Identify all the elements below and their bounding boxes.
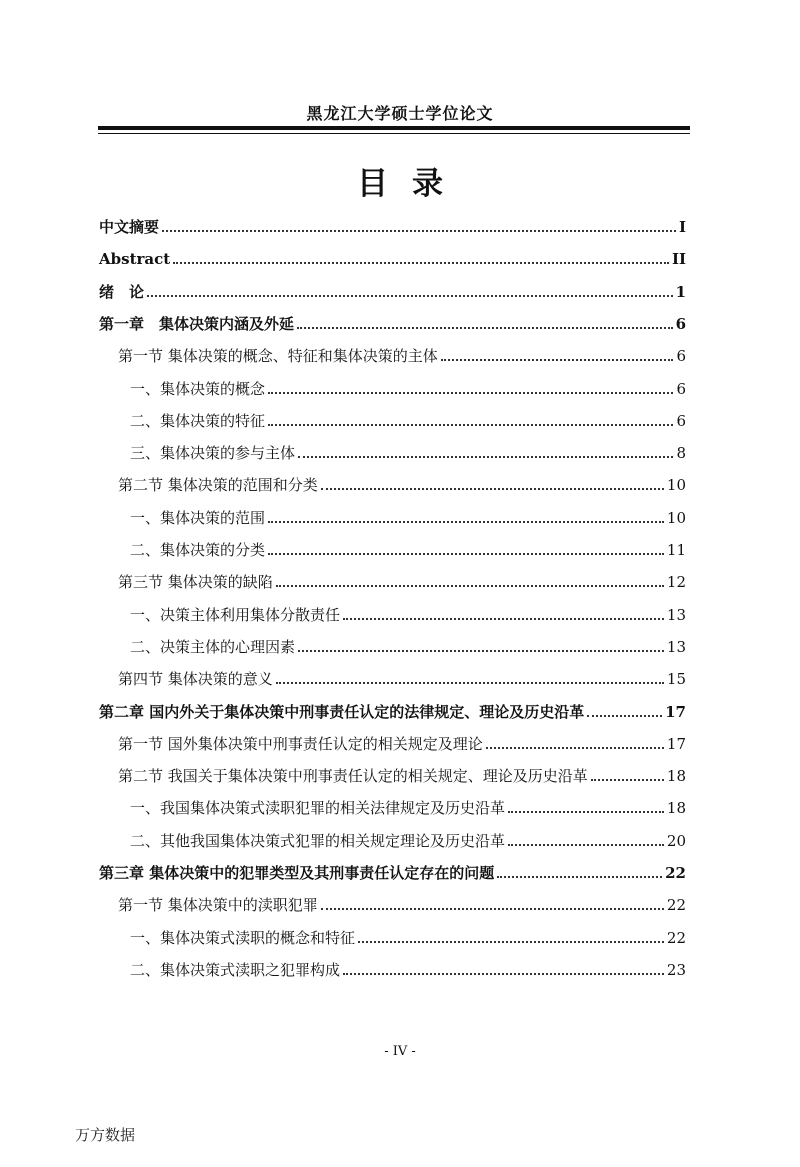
toc-dot-leader <box>321 488 664 490</box>
toc-entry[interactable] <box>130 407 686 431</box>
toc-entry-label: 第一章 集体决策内涵及外延 <box>99 314 295 333</box>
toc-entry-page: 20 <box>666 831 686 850</box>
toc-entry-label: 绪 论 <box>99 282 145 301</box>
toc-dot-leader <box>591 779 664 781</box>
toc-dot-leader <box>587 715 662 717</box>
toc-entry[interactable] <box>99 245 686 269</box>
toc-entry-label: 一、决策主体利用集体分散责任 <box>130 605 341 624</box>
header-rule-thin <box>98 133 690 134</box>
toc-entry[interactable] <box>99 859 686 883</box>
toc-entry-label: 第二章 国内外关于集体决策中刑事责任认定的法律规定、理论及历史沿革 <box>99 702 585 721</box>
toc-dot-leader <box>497 876 662 878</box>
toc-dot-leader <box>276 682 664 684</box>
toc-dot-leader <box>268 521 664 523</box>
toc-entry-label: 二、集体决策的特征 <box>130 411 266 430</box>
toc-entry[interactable] <box>99 213 686 237</box>
header-rule-thick <box>98 126 690 130</box>
toc-dot-leader <box>173 262 669 264</box>
toc-entry-page: 10 <box>666 476 686 495</box>
watermark: 万方数据 <box>75 1126 136 1144</box>
toc-entry-label: 一、集体决策的范围 <box>130 508 266 527</box>
toc-entry-page: 18 <box>666 767 686 786</box>
toc-entry-page: 6 <box>676 379 686 398</box>
toc-dot-leader <box>268 392 673 394</box>
toc-entry-label: 二、其他我国集体决策式犯罪的相关规定理论及历史沿革 <box>130 831 506 850</box>
toc-dot-leader <box>343 618 664 620</box>
toc-entry-page: 13 <box>666 637 686 656</box>
toc-entry-page: 1 <box>675 282 686 301</box>
toc-entry-label: 一、我国集体决策式渎职犯罪的相关法律规定及历史沿革 <box>130 799 506 818</box>
toc-entry[interactable] <box>99 310 686 334</box>
toc-entry[interactable] <box>130 375 686 399</box>
toc-entry-page: 17 <box>666 734 686 753</box>
toc-entry[interactable] <box>118 891 686 915</box>
toc-entry-label: 第三节 集体决策的缺陷 <box>118 573 273 592</box>
toc-entry-label: 第三章 集体决策中的犯罪类型及其刑事责任认定存在的问题 <box>99 864 495 882</box>
toc-entry-page: 22 <box>666 896 686 915</box>
toc-dot-leader <box>441 359 674 361</box>
toc-entry[interactable] <box>118 568 686 592</box>
toc-entry-page: 11 <box>666 541 686 559</box>
toc-entry[interactable] <box>130 504 686 528</box>
toc-dot-leader <box>321 908 664 910</box>
toc-dot-leader <box>147 295 673 297</box>
toc-entry[interactable] <box>99 278 686 302</box>
toc-entry[interactable] <box>99 698 686 722</box>
toc-entry-label: 一、集体决策式渎职的概念和特征 <box>130 928 356 947</box>
toc-entry[interactable] <box>130 633 686 657</box>
toc-entry[interactable] <box>130 924 686 948</box>
toc-entry-label: 第一节 集体决策中的渎职犯罪 <box>118 896 318 915</box>
toc-dot-leader <box>508 844 664 846</box>
toc-entry[interactable] <box>130 794 686 818</box>
toc-entry-page: 22 <box>666 928 686 947</box>
toc-entry-page: II <box>671 250 686 269</box>
toc-dot-leader <box>508 811 664 813</box>
toc-entry-page: 6 <box>675 314 686 333</box>
toc-entry-label: 第二节 集体决策的范围和分类 <box>118 476 318 495</box>
toc-entry-page: 23 <box>666 960 686 979</box>
toc-dot-leader <box>486 747 664 749</box>
toc-entry-label: 二、决策主体的心理因素 <box>130 637 296 656</box>
toc-entry[interactable] <box>130 601 686 625</box>
toc-entry[interactable] <box>118 342 686 366</box>
toc-entry-label: 第一节 集体决策的概念、特征和集体决策的主体 <box>118 347 438 366</box>
toc-dot-leader <box>276 585 664 587</box>
toc-entry[interactable] <box>118 730 686 754</box>
toc-title: 目录 <box>357 166 467 202</box>
page-number: - IV - <box>384 1044 416 1059</box>
toc-entry-page: 15 <box>666 670 686 689</box>
toc-dot-leader <box>268 553 664 555</box>
toc-entry-label: 三、集体决策的参与主体 <box>130 444 296 463</box>
toc-entry[interactable] <box>130 536 686 560</box>
toc-dot-leader <box>343 973 664 975</box>
toc-dot-leader <box>162 230 676 232</box>
toc-dot-leader <box>268 424 673 426</box>
toc-entry-label: 一、集体决策的概念 <box>130 379 266 398</box>
toc-entry-page: 6 <box>676 411 686 430</box>
toc-entry[interactable] <box>118 762 686 786</box>
toc-dot-leader <box>298 456 673 458</box>
toc-entry-label: Abstract <box>99 250 171 269</box>
toc-entry-label: 第一节 国外集体决策中刑事责任认定的相关规定及理论 <box>118 734 483 753</box>
toc-dot-leader <box>297 327 673 329</box>
toc-entry-page: 12 <box>666 573 686 592</box>
toc-entry[interactable] <box>118 665 686 689</box>
toc-entry-page: 8 <box>676 444 686 463</box>
toc-dot-leader <box>358 941 664 943</box>
toc-entry-page: 22 <box>665 864 686 882</box>
header-title: 黑龙江大学硕士学位论文 <box>306 104 494 123</box>
toc-entry-page: I <box>678 218 686 236</box>
toc-entry-page: 6 <box>676 347 686 366</box>
toc-entry-label: 第二节 我国关于集体决策中刑事责任认定的相关规定、理论及历史沿革 <box>118 767 588 786</box>
toc-entry-page: 10 <box>666 508 686 527</box>
toc-entry[interactable] <box>130 827 686 851</box>
toc-entry-label: 中文摘要 <box>99 218 160 236</box>
toc-entry-page: 18 <box>666 799 686 818</box>
toc-entry[interactable] <box>130 956 686 980</box>
toc-entry[interactable] <box>118 471 686 495</box>
toc-entry[interactable] <box>130 439 686 463</box>
toc-entry-page: 17 <box>665 702 686 721</box>
toc-entry-label: 二、集体决策式渎职之犯罪构成 <box>130 960 341 979</box>
toc-entry-label: 第四节 集体决策的意义 <box>118 670 273 689</box>
toc-entry-page: 13 <box>666 605 686 624</box>
toc-entry-label: 二、集体决策的分类 <box>130 541 266 559</box>
toc-dot-leader <box>298 650 664 652</box>
